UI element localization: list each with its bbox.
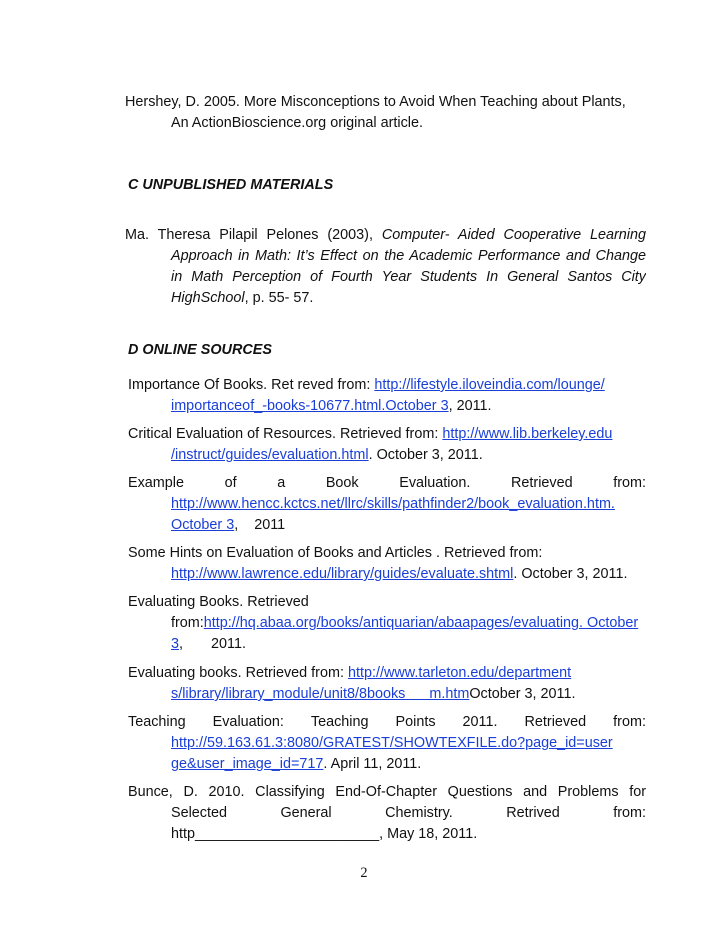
reference-line: Some Hints on Evaluation of Books and Articles . Retrieved from: bbox=[128, 545, 543, 561]
reference-link[interactable]: importanceof_-books-10677.html.October 3 bbox=[171, 398, 449, 414]
reference-line: October 3, 2011 bbox=[171, 517, 286, 533]
reference-line: s/library/library_module/unit8/8books m.htmOctober 3, 2011. bbox=[171, 686, 576, 702]
reference-evaluating-books-tarleton bbox=[128, 663, 649, 705]
reference-line: Ma. Theresa Pilapil Pelones (2003), Computer- Aided Cooperative Learning bbox=[125, 227, 646, 243]
reference-link[interactable]: October 3 bbox=[171, 517, 235, 533]
reference-line: Selected General Chemistry. Retrived from: bbox=[171, 805, 646, 821]
reference-link[interactable]: http://www.hencc.kctcs.net/llrc/skills/pathfinder2/book_evaluation.htm. bbox=[171, 496, 615, 512]
reference-link[interactable]: http://www.lib.berkeley.edu bbox=[442, 426, 613, 442]
reference-link[interactable]: s/library/library_module/unit8/8books m.htm bbox=[171, 686, 470, 702]
reference-pelones bbox=[125, 225, 646, 309]
page-number: 2 bbox=[360, 865, 368, 881]
reference-hershey bbox=[125, 92, 646, 134]
reference-line: Importance Of Books. Ret reved from: http://lifestyle.iloveindia.com/lounge/ bbox=[128, 377, 605, 393]
reference-teaching-evaluation bbox=[128, 712, 646, 775]
section-heading-online-sources: D ONLINE SOURCES bbox=[128, 342, 272, 358]
reference-line: Bunce, D. 2010. Classifying End-Of-Chapter Questions and Problems for bbox=[128, 784, 646, 800]
reference-line: /instruct/guides/evaluation.html. October 3, 2011. bbox=[171, 447, 483, 463]
reference-line: Teaching Evaluation: Teaching Points 2011. Retrieved from: bbox=[128, 714, 646, 730]
reference-line bbox=[128, 494, 646, 515]
reference-line: Example of a Book Evaluation. Retrieved from: bbox=[128, 475, 646, 491]
reference-line: Hershey, D. 2005. More Misconceptions to Avoid When Teaching about Plants, bbox=[125, 94, 626, 110]
reference-example-book-evaluation bbox=[128, 473, 646, 536]
reference-evaluating-books-abaa bbox=[128, 592, 649, 655]
reference-line: in Math Perception of Fourth Year Students In General Santos City bbox=[171, 269, 646, 285]
reference-link[interactable]: http://www.lawrence.edu/library/guides/evaluate.shtml bbox=[171, 566, 514, 582]
reference-line: Approach in Math: It’s Effect on the Academic Performance and Change bbox=[171, 248, 646, 264]
reference-bunce bbox=[128, 782, 646, 845]
reference-critical-evaluation bbox=[128, 424, 649, 466]
reference-some-hints bbox=[128, 543, 649, 585]
reference-line: Evaluating books. Retrieved from: http://www.tarleton.edu/department bbox=[128, 665, 572, 681]
reference-link[interactable]: http://lifestyle.iloveindia.com/lounge/ bbox=[374, 377, 605, 393]
reference-line: An ActionBioscience.org original article. bbox=[171, 115, 423, 131]
section-heading-unpublished: C UNPUBLISHED MATERIALS bbox=[128, 177, 334, 193]
reference-link[interactable]: ge&user_image_id=717 bbox=[171, 756, 324, 772]
reference-line: Evaluating Books. Retrieved bbox=[128, 594, 309, 610]
reference-line bbox=[128, 733, 646, 754]
reference-line: from:http://hq.abaa.org/books/antiquarian/abaapages/evaluating. October bbox=[171, 615, 639, 631]
reference-importance-of-books bbox=[128, 375, 649, 417]
reference-link[interactable]: http://hq.abaa.org/books/antiquarian/abaapages/evaluating. October bbox=[203, 615, 639, 631]
reference-link[interactable]: /instruct/guides/evaluation.html bbox=[171, 447, 369, 463]
reference-line: http_______________________, May 18, 2011. bbox=[171, 826, 478, 842]
reference-link[interactable]: http://59.163.61.3:8080/GRATEST/SHOWTEXFILE.do?page_id=user bbox=[171, 735, 613, 751]
reference-line: http://www.lawrence.edu/library/guides/evaluate.shtml. October 3, 2011. bbox=[171, 566, 628, 582]
reference-line: 3, 2011. bbox=[171, 636, 246, 652]
reference-line: importanceof_-books-10677.html.October 3, 2011. bbox=[171, 398, 492, 414]
reference-line: Critical Evaluation of Resources. Retrieved from: http://www.lib.berkeley.edu bbox=[128, 426, 613, 442]
reference-link[interactable]: http://www.tarleton.edu/department bbox=[347, 665, 572, 681]
reference-link[interactable]: 3 bbox=[171, 636, 180, 652]
reference-line: HighSchool, p. 55- 57. bbox=[171, 290, 314, 306]
reference-line: ge&user_image_id=717. April 11, 2011. bbox=[171, 756, 422, 772]
